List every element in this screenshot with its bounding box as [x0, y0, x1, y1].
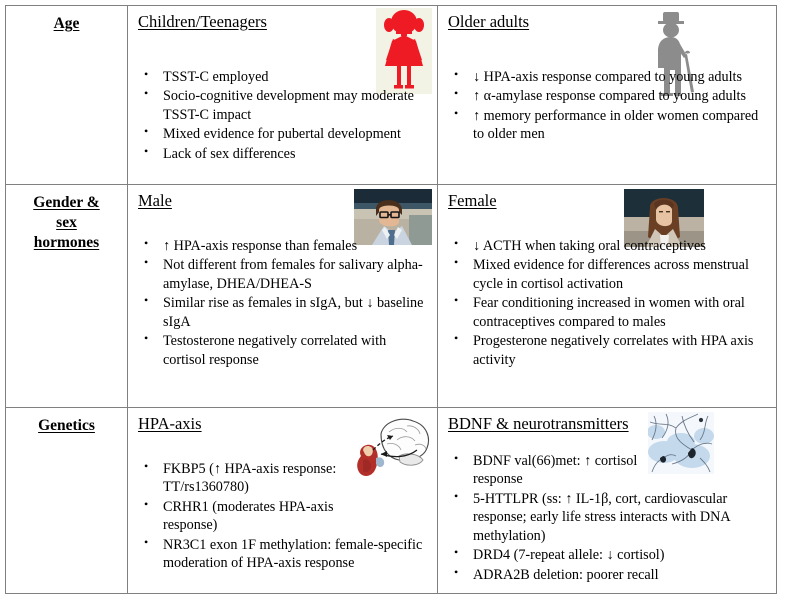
list-item: • Mixed evidence for pubertal development: [138, 125, 429, 143]
cell-heading: Male: [138, 191, 172, 210]
cell-heading: BDNF & neurotransmitters: [448, 414, 629, 433]
bullet-list: [448, 237, 768, 369]
bullet-list: [448, 452, 768, 584]
list-item: • Fear conditioning increased in women with oral contraceptives compared to males: [448, 294, 768, 331]
list-item: • FKBP5 (↑ HPA-axis response: TT/rs1360780): [138, 460, 368, 497]
row-category-gender-sex-hormones: [6, 185, 128, 408]
list-item: • Not different from females for salivary alpha-amylase, DHEA/DHEA-S: [138, 256, 429, 293]
list-item: • DRD4 (7-repeat allele: ↓ cortisol): [448, 546, 768, 564]
list-item: • ↓ ACTH when taking oral contraceptives: [448, 237, 768, 255]
cell-gender-male: [128, 185, 438, 408]
list-item: • Testosterone negatively correlated with cortisol response: [138, 332, 429, 369]
category-label-line: sex: [56, 213, 77, 231]
bullet-list: [138, 68, 429, 163]
category-label-line: Genetics: [38, 417, 95, 434]
list-item: • BDNF val(66)met: ↑ cortisol response: [448, 452, 678, 489]
list-item: • ↑ HPA-axis response than females: [138, 237, 429, 255]
list-item: • 5-HTTLPR (ss: ↑ IL-1β, cort, cardiovascular response; early life stress interacts with DNA methylation): [448, 490, 768, 545]
list-item: • CRHR1 (moderates HPA-axis response): [138, 498, 368, 535]
list-item: • Mixed evidence for differences across menstrual cycle in cortisol activation: [448, 256, 768, 293]
cell-heading: Older adults: [448, 12, 530, 31]
list-item: • ↑ memory performance in older women compared to older men: [448, 107, 768, 144]
cell-heading: Children/Teenagers: [138, 12, 267, 31]
list-item: • Socio-cognitive development may moderate TSST-C impact: [138, 87, 429, 124]
cell-genetics-bdnf: [438, 408, 777, 594]
list-item: • ↓ HPA-axis response compared to young adults: [448, 68, 768, 86]
category-label-line: Gender &: [33, 194, 100, 211]
row-category-genetics: [6, 408, 128, 594]
cell-gender-female: [438, 185, 777, 408]
list-item: • NR3C1 exon 1F methylation: female-specific moderation of HPA-axis response: [138, 536, 429, 573]
cell-age-children: [128, 6, 438, 185]
list-item: • TSST-C employed: [138, 68, 429, 86]
category-label-line: hormones: [33, 233, 100, 251]
cell-heading: Female: [448, 191, 497, 210]
list-item: • ↑ α-amylase response compared to young adults: [448, 87, 768, 105]
table-row: [6, 6, 777, 185]
table-row: [6, 408, 777, 594]
moderators-table: [5, 5, 777, 594]
list-item: • ADRA2B deletion: poorer recall: [448, 566, 768, 584]
cell-age-older: [438, 6, 777, 185]
row-category-age: [6, 6, 128, 185]
cell-heading: HPA-axis: [138, 414, 202, 433]
list-item: • Similar rise as females in sIgA, but ↓ baseline sIgA: [138, 294, 429, 331]
bullet-list: [448, 68, 768, 144]
list-item: • Progesterone negatively correlates with HPA axis activity: [448, 332, 768, 369]
category-label-line: Age: [53, 15, 80, 32]
table-row: [6, 185, 777, 408]
list-item: • Lack of sex differences: [138, 145, 429, 163]
bullet-list: [138, 237, 429, 369]
cell-genetics-hpa-axis: [128, 408, 438, 594]
